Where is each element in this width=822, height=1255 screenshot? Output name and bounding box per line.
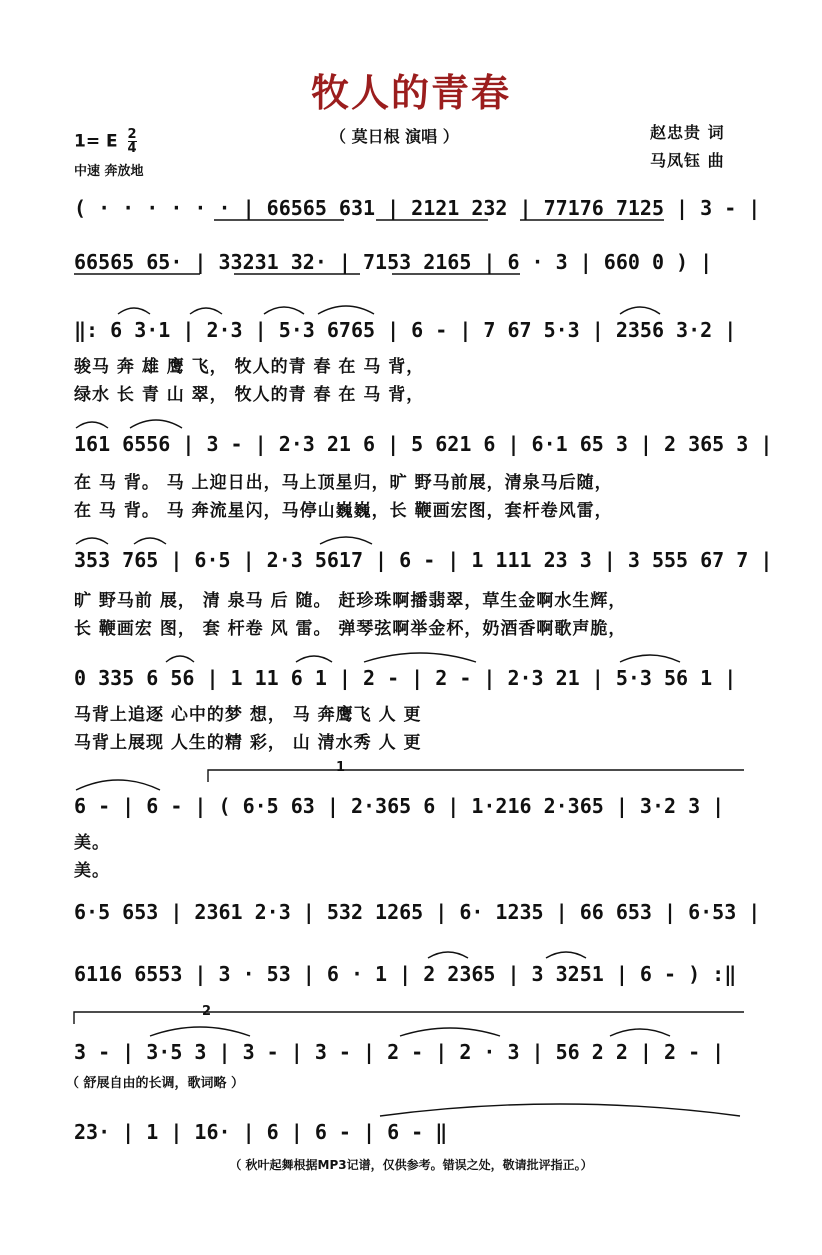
score-line-4: 161 6556 | 3 - | 2·3 21 6 | 5 621 6 | 6·1 65 3 | 2 365 3 |	[74, 432, 773, 456]
slur	[76, 780, 160, 790]
score-line-7: 6 - | 6 - | ( 6·5 63 | 2·365 6 | 1·216 2·365 | 3·2 3 |	[74, 794, 725, 818]
lyricist: 赵忠贵 词	[650, 123, 725, 142]
score-line-8: 6·5 653 | 2361 2·3 | 532 1265 | 6· 1235 | 66 653 | 6·53 |	[74, 900, 761, 924]
lyric-line-7-verse-2: 美。	[74, 861, 110, 881]
score-line-6: 0 335 6 56 | 1 11 6 1 | 2 - | 2 - | 2·3 21 | 5·3 56 1 |	[74, 666, 737, 690]
slur	[118, 308, 150, 314]
slur	[620, 655, 680, 662]
volta-bracket-2	[74, 1012, 744, 1024]
slur	[150, 1027, 250, 1036]
slur	[190, 308, 222, 314]
lyric-line-6-verse-2: 马背上展现 人生的精 彩， 山 清水秀 人 更	[74, 733, 422, 753]
slur	[546, 952, 586, 958]
score-line-5: 353 765 | 6·5 | 2·3 5617 | 6 - | 1 111 23 3 | 3 555 67 7 |	[74, 548, 773, 572]
slur	[318, 306, 374, 314]
score-line-9: 6116 6553 | 3 · 53 | 6 · 1 | 2 2365 | 3 3251 | 6 - ) :‖	[74, 962, 737, 986]
volta-2-label: 2	[202, 1004, 212, 1019]
slur	[428, 952, 468, 958]
footer-note: （ 秋叶起舞根据MP3记谱，仅供参考。错误之处，敬请批评指正。）	[229, 1158, 593, 1172]
score-line-2: 66565 65· | 33231 32· | 7153 2165 | 6 · 3 | 660 0 ) |	[74, 250, 713, 274]
score-line-11: 23· | 1 | 16· | 6 | 6 - | 6 - ‖	[74, 1120, 448, 1144]
tempo-marking: 中速 奔放地	[74, 164, 144, 179]
score-line-3: ‖: 6 3·1 | 2·3 | 5·3 6765 | 6 - | 7 67 5·3 | 2356 3·2 |	[74, 318, 737, 342]
song-title: 牧人的青春	[310, 70, 511, 115]
score-line-1: ( · · · · · · | 66565 631 | 2121 232 | 77176 7125 | 3 - |	[74, 196, 761, 220]
lyric-line-6-verse-1: 马背上追逐 心中的梦 想， 马 奔鹰飞 人 更	[74, 705, 422, 725]
lyric-line-5-verse-2: 长 鞭画宏 图， 套 杆卷 风 雷。 弹琴弦啊举金杯，奶酒香啊歌声脆，	[74, 619, 627, 639]
slur	[264, 307, 304, 314]
slur	[400, 1028, 500, 1036]
lyric-line-4-verse-2: 在 马 背。 马 奔流星闪，马停山巍巍，长 鞭画宏图，套杆卷风雷，	[74, 501, 613, 521]
slur	[320, 537, 372, 544]
slur	[130, 420, 182, 428]
composer: 马凤钰 曲	[650, 151, 725, 170]
score-line-10: 3 - | 3·5 3 | 3 - | 3 - | 2 - | 2 · 3 | 56 2 2 | 2 - |	[74, 1040, 725, 1064]
slur	[296, 656, 332, 662]
volta-1-label: 1	[336, 760, 346, 775]
slur	[620, 307, 660, 314]
volta-bracket-1	[208, 770, 744, 782]
lyric-line-3-verse-1: 骏马 奔 雄 鹰 飞， 牧人的青 春 在 马 背，	[74, 357, 425, 377]
time-top: 2	[127, 127, 137, 142]
slur	[134, 538, 166, 544]
time-bottom: 4	[127, 141, 137, 156]
slur	[380, 1104, 740, 1116]
slur	[76, 538, 108, 544]
free-singing-note: （ 舒展自由的长调，歌词略 ）	[66, 1076, 245, 1091]
slur	[610, 1029, 670, 1036]
lyric-line-3-verse-2: 绿水 长 青 山 翠， 牧人的青 春 在 马 背，	[74, 385, 425, 405]
lyric-line-5-verse-1: 旷 野马前 展， 清 泉马 后 随。 赶珍珠啊播翡翠，草生金啊水生辉，	[74, 591, 627, 611]
slur	[166, 656, 194, 662]
lyric-line-7-verse-1: 美。	[74, 833, 110, 853]
key-label: 1= E	[74, 131, 118, 152]
lyric-line-4-verse-1: 在 马 背。 马 上迎日出，马上顶星归，旷 野马前展，清泉马后随，	[74, 473, 613, 493]
performer: （ 莫日根 演唱 ）	[330, 127, 459, 146]
slur	[364, 653, 476, 662]
slur	[76, 422, 108, 428]
